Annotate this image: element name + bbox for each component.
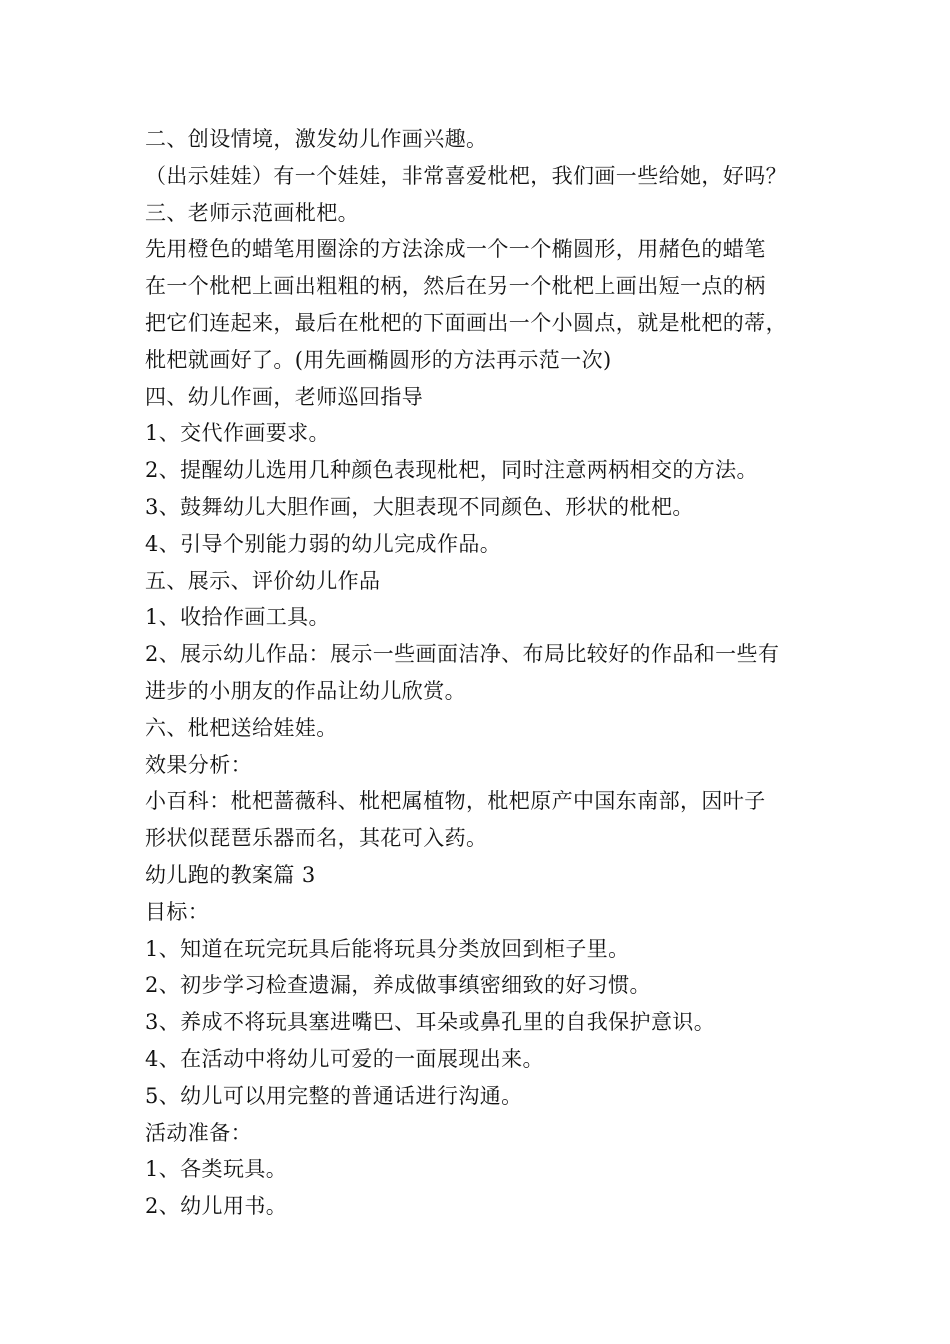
lesson-title: 幼儿跑的教案篇 3 (145, 862, 316, 887)
list-item: 4、引导个别能力弱的幼儿完成作品。 (145, 531, 502, 556)
list-item: 1、交代作画要求。 (145, 421, 330, 446)
list-item: 5、幼儿可以用完整的普通话进行沟通。 (145, 1083, 523, 1108)
list-item: 3、养成不将玩具塞进嘴巴、耳朵或鼻孔里的自我保护意识。 (145, 1010, 716, 1035)
heading-section-5: 五、展示、评价幼儿作品 (145, 568, 381, 593)
list-item: 2、展示幼儿作品：展示一些画面洁净、布局比较好的作品和一些有 (145, 642, 780, 667)
list-item: 2、提醒幼儿选用几种颜色表现枇杷，同时注意两柄相交的方法。 (145, 458, 758, 483)
list-item: 1、收拾作画工具。 (145, 605, 330, 630)
paragraph-line: 把它们连起来，最后在枇杷的下面画出一个小圆点，就是枇杷的蒂， (145, 310, 787, 335)
heading-section-6: 六、枇杷送给娃娃。 (145, 715, 338, 740)
list-item: 2、幼儿用书。 (145, 1194, 288, 1219)
list-item: 4、在活动中将幼儿可爱的一面展现出来。 (145, 1046, 544, 1071)
list-item: 1、知道在玩完玩具后能将玩具分类放回到柜子里。 (145, 936, 630, 961)
paragraph-line: 进步的小朋友的作品让幼儿欣赏。 (145, 678, 466, 703)
document-body (145, 121, 825, 1225)
paragraph-line: 小百科：枇杷蔷薇科、枇杷属植物，枇杷原产中国东南部，因叶子 (145, 789, 766, 814)
list-item: 3、鼓舞幼儿大胆作画，大胆表现不同颜色、形状的枇杷。 (145, 494, 694, 519)
paragraph-line: （出示娃娃）有一个娃娃，非常喜爱枇杷，我们画一些给她，好吗？ (145, 163, 787, 188)
heading-section-2: 二、创设情境，激发幼儿作画兴趣。 (145, 127, 488, 151)
heading-preparation: 活动准备： (145, 1120, 252, 1145)
paragraph-line: 形状似琵琶乐器而名，其花可入药。 (145, 826, 488, 851)
list-item: 1、各类玩具。 (145, 1157, 288, 1182)
heading-section-4: 四、幼儿作画，老师巡回指导 (145, 384, 424, 409)
paragraph-line: 在一个枇杷上画出粗粗的柄，然后在另一个枇杷上画出短一点的柄 (145, 274, 766, 299)
paragraph-line: 先用橙色的蜡笔用圈涂的方法涂成一个一个椭圆形，用赭色的蜡笔 (145, 237, 766, 262)
paragraph-line: 枇杷就画好了。(用先画椭圆形的方法再示范一次) (145, 347, 612, 372)
list-item: 2、初步学习检查遗漏，养成做事缜密细致的好习惯。 (145, 973, 651, 998)
heading-section-3: 三、老师示范画枇杷。 (145, 200, 359, 225)
heading-goals: 目标： (145, 899, 210, 924)
heading-effect-analysis: 效果分析： (145, 752, 252, 777)
